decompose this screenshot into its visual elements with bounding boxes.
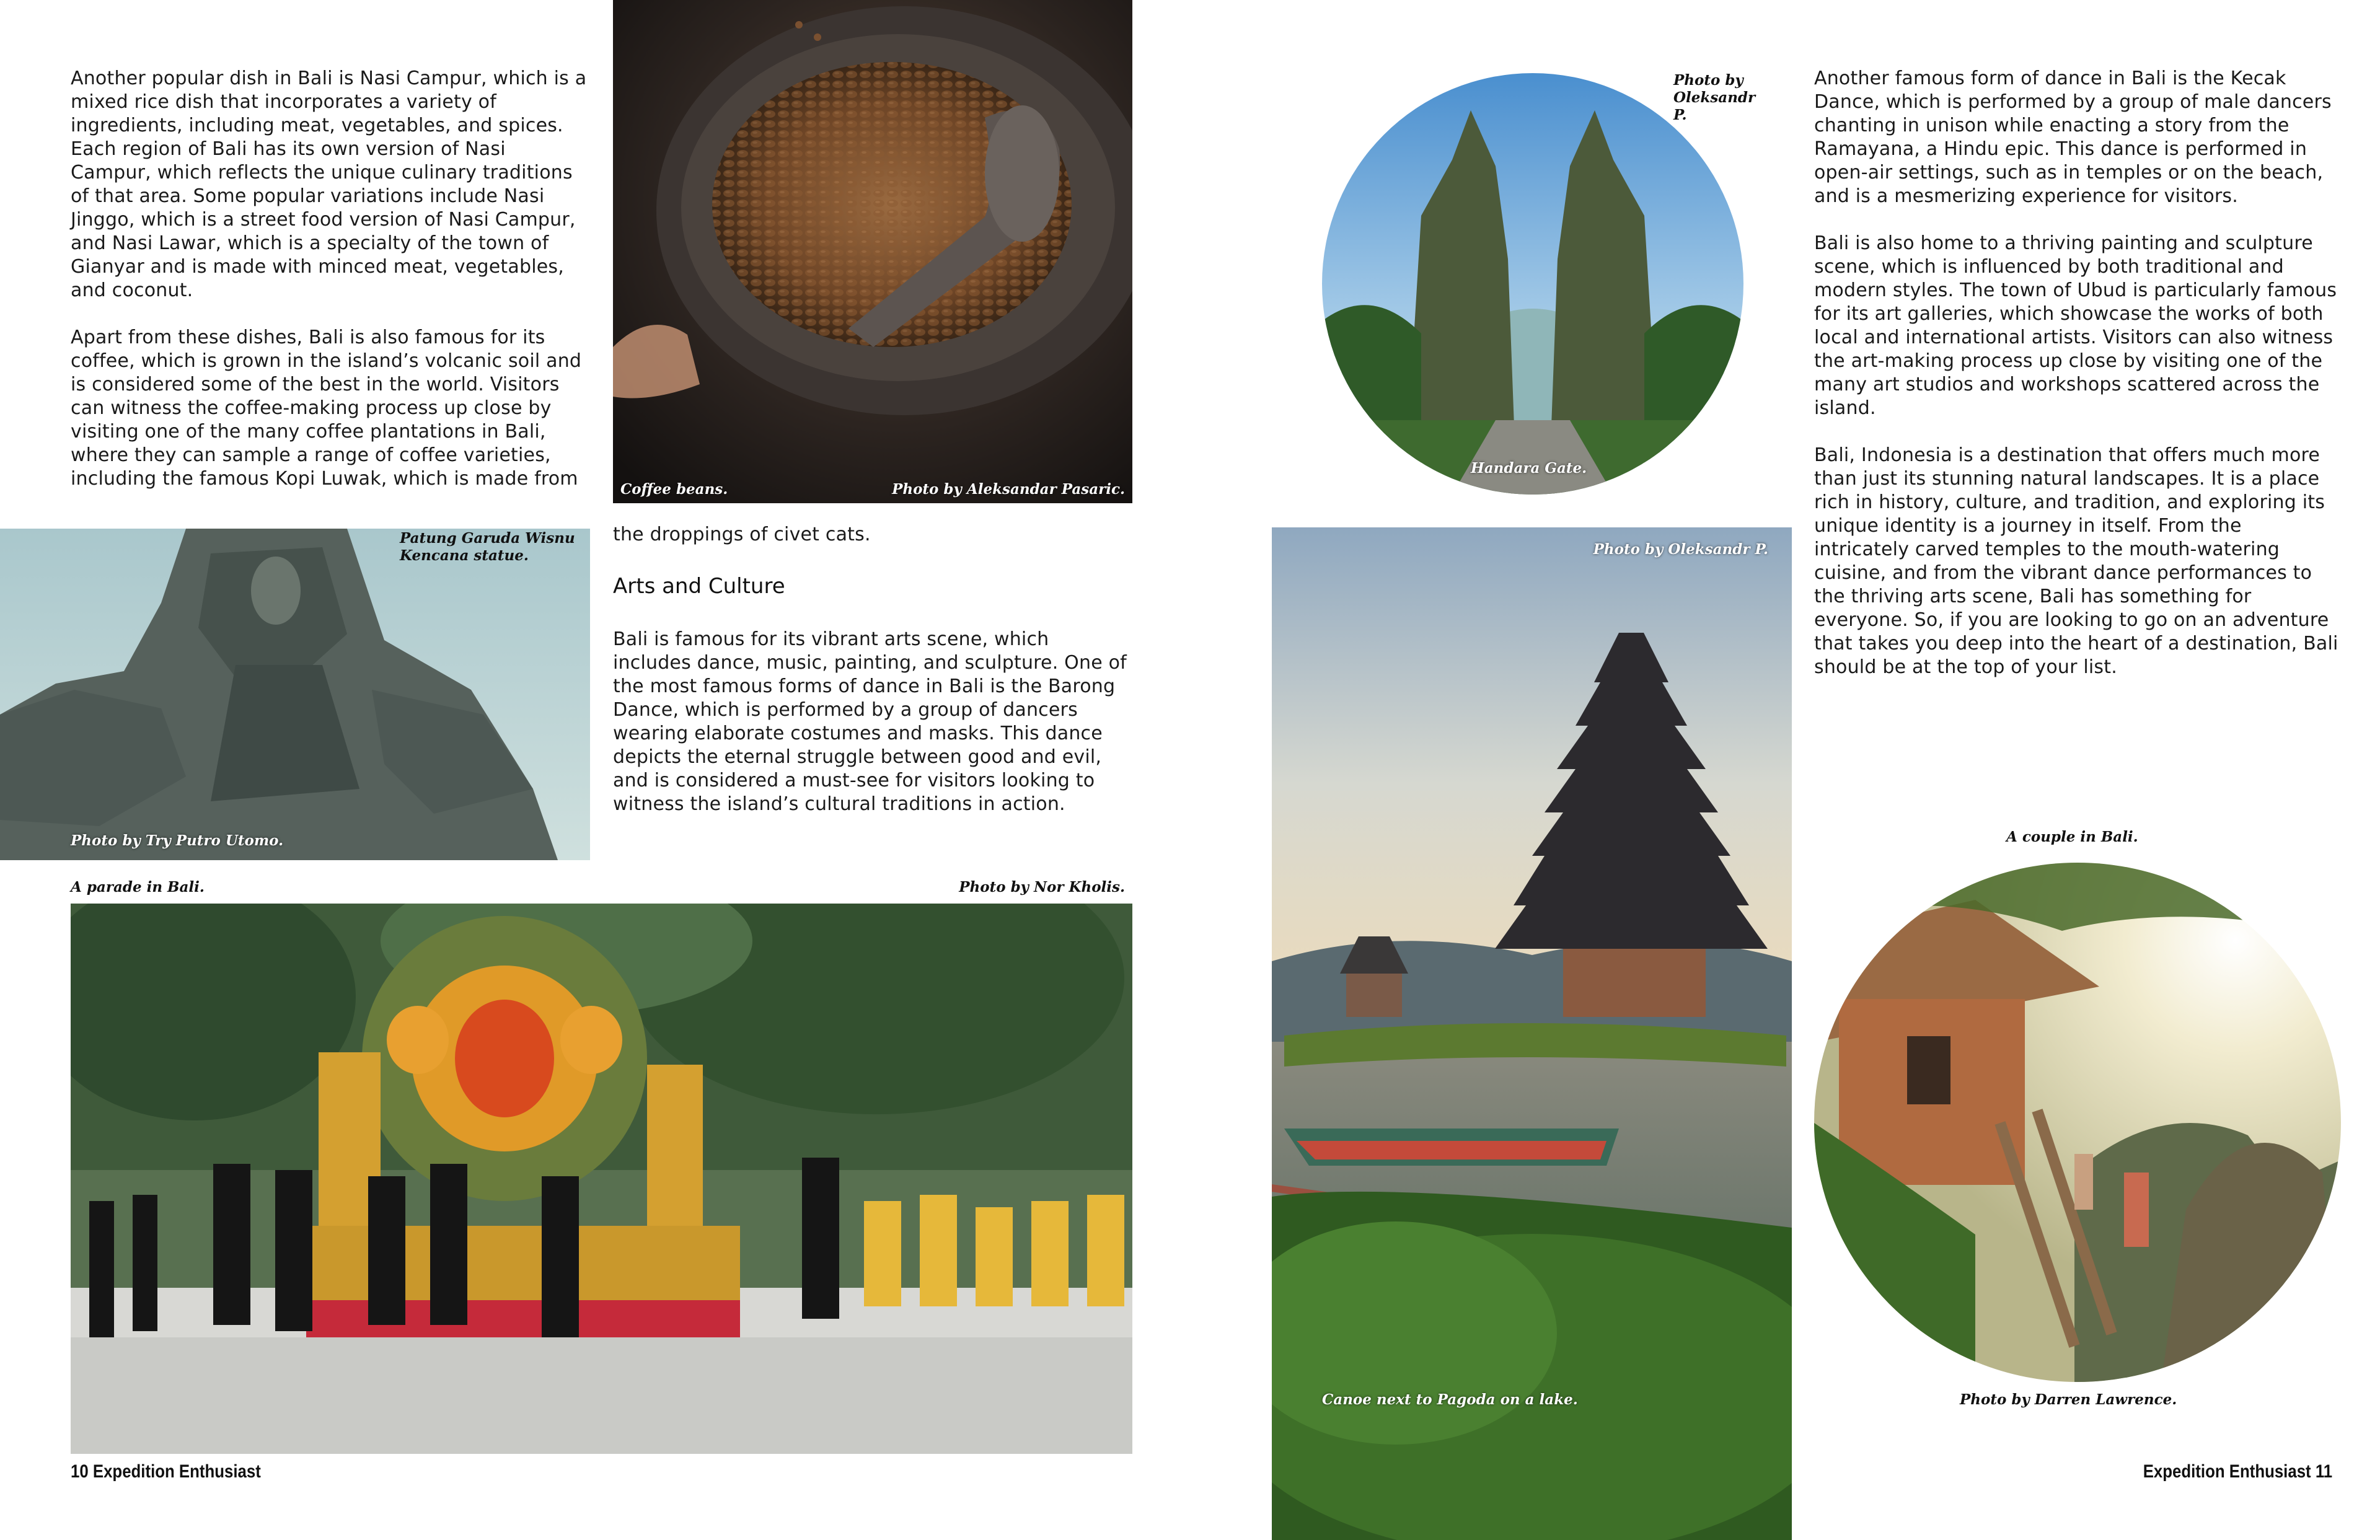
- pagoda-lake-photo: [1272, 527, 1792, 1540]
- conclusion-paragraph: Bali, Indonesia is a destination that offers much more than just its stunning natural landscapes. It is a place rich in history, culture, and tradition, and exploring its unique identity is a journey in itself. From the intricately carved temples to the mouth-watering cuisine, and from the vibrant dance performances to the thriving arts scene, Bali has something for everyone. So, if you are looking to go on an adventure that takes you deep into the heart of a destination, Bali should be at the top of your list.: [1814, 444, 2338, 678]
- couple-treehouse-photo: [1814, 863, 2341, 1382]
- couple-caption: A couple in Bali.: [2006, 829, 2138, 845]
- coffee-paragraph: Apart from these dishes, Bali is also famous for its coffee, which is grown in the island’s volcanic soil and is considered some of the best in the world. Visitors can witness the coffee-making process up close by visiting one of the many coffee plantations in Bali, where they can sample a range of coffee varieties, including the famous Kopi Luwak, which is made from: [71, 327, 582, 490]
- continuation-text: the droppings of civet cats.: [613, 524, 871, 545]
- couple-credit: Photo by Darren Lawrence.: [1960, 1391, 2177, 1408]
- arts-culture-heading: Arts and Culture: [613, 574, 785, 599]
- left-footer: [71, 1461, 261, 1482]
- painting-paragraph: Bali is also home to a thriving painting and sculpture scene, which is influenced by both traditional and modern styles. The town of Ubud is particularly famous for its art galleries, which showcase the works of both local and international artists. Visitors can also witness the art-making process up close by visiting one of the many art studios and workshops scattered across the island.: [1814, 232, 2337, 419]
- coffee-credit: Photo by Aleksandar Pasaric.: [892, 481, 1125, 498]
- gate-credit: Photo by Oleksandr P.: [1673, 72, 1756, 123]
- right-column-text: [1814, 67, 2341, 703]
- parade-photo: [71, 904, 1132, 1454]
- gate-caption: Handara Gate.: [1471, 460, 1587, 477]
- nasi-campur-paragraph: Another popular dish in Bali is Nasi Campur, which is a mixed rice dish that incorporates a variety of ingredients, including meat, vegetables, and spices. Each region of Bali has its own version of Nasi Campur, which reflects the unique culinary traditions of that area. Some popular variations include Nasi Jinggo, which is a street food version of Nasi Campur, and Nasi Lawar, which is a specialty of the town of Gianyar and is made with minced meat, vegetables, and coconut.: [71, 68, 587, 301]
- left-column-text: [71, 67, 590, 491]
- parade-credit: Photo by Nor Kholis.: [959, 879, 1125, 895]
- garuda-statue-photo: [0, 529, 590, 860]
- right-footer-title: Expedition Enthusiast: [2143, 1461, 2311, 1482]
- right-footer: [2143, 1461, 2332, 1482]
- parade-caption: A parade in Bali.: [71, 879, 205, 895]
- statue-credit: Photo by Try Putro Utomo.: [71, 832, 284, 849]
- arts-paragraph: Bali is famous for its vibrant arts scene, which includes dance, music, painting, and sculpture. One of the most famous forms of dance in Bali is the Barong Dance, which is performed by a group of dancers wearing elaborate costumes and masks. This dance depicts the eternal struggle between good and evil, and is considered a must-see for visitors looking to witness the island’s cultural traditions in action.: [613, 628, 1127, 815]
- coffee-caption: Coffee beans.: [620, 481, 728, 498]
- pagoda-caption: Canoe next to Pagoda on a lake.: [1322, 1391, 1578, 1408]
- right-page-number: 11: [2315, 1461, 2332, 1482]
- coffee-beans-photo: [613, 0, 1132, 503]
- pagoda-credit: Photo by Oleksandr P.: [1593, 541, 1768, 558]
- statue-caption: Patung Garuda Wisnu Kencana statue.: [400, 530, 575, 564]
- handara-gate-photo: [1322, 73, 1743, 495]
- left-page-number: 10: [71, 1461, 89, 1482]
- left-footer-title: Expedition Enthusiast: [92, 1461, 261, 1482]
- kecak-paragraph: Another famous form of dance in Bali is the Kecak Dance, which is performed by a group of male dancers chanting in unison while enacting a story from the Ramayana, a Hindu epic. This dance is performed in open-air settings, such as in temples or on the beach, and is a mesmerizing experience for visitors.: [1814, 68, 2332, 207]
